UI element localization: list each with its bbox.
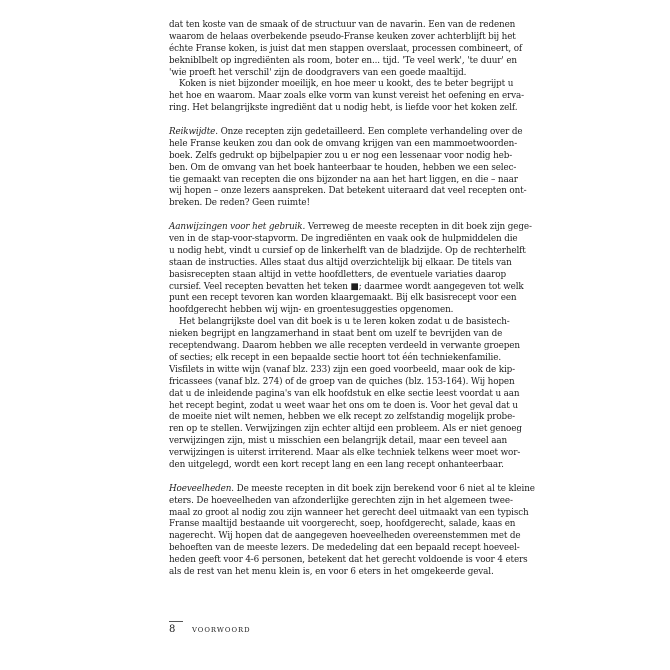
text-line [169, 507, 529, 520]
text-line [169, 281, 524, 294]
text-line [169, 186, 527, 198]
line-text: u nodig hebt, vindt u cursief op de linkerhelft van de bladzijde. Op de rechterhelft [169, 245, 526, 256]
text-line [169, 400, 518, 413]
text-line [169, 91, 525, 103]
text-line [169, 79, 514, 91]
line-text: échte Franse koken, is juist dat men stappen overslaat, processen combineert, of [169, 43, 523, 54]
line-text: verwijzingen is uiterst irriterend. Maar als elke techniek telkens weer moet wor- [169, 448, 521, 459]
line-text: eters. De hoeveelheden van afzonderlijke gerechten zijn in het algemeen twee- [169, 495, 513, 506]
line-text: nagerecht. Wij hopen dat de aangegeven hoeveelheden overeenstemmen met de [169, 531, 521, 542]
text-line [169, 436, 508, 448]
line-text: behoeften van de meeste lezers. De mededeling dat een bepaald recept hoeveel- [169, 543, 520, 554]
line-text: hele Franse keuken zou dan ook de omvang krijgen van een mammoetwoorden- [169, 138, 518, 149]
line-text: nieken begrijpt en langzamerhand in staat bent om uzelf te bevrijden van de [169, 329, 503, 340]
line-text: breken. De reden? Geen ruimte! [169, 198, 310, 209]
page-number: 8 [169, 624, 176, 635]
line-text: wij hopen – onze lezers aanspreken. Dat betekent uiteraard dat veel recepten ont- [169, 186, 527, 197]
text-line [169, 483, 535, 496]
line-text: het recept begint, zodat u weet waar het ons om te doen is. Voor het geval dat u [169, 400, 518, 411]
text-line [169, 566, 494, 579]
text-line [169, 293, 517, 305]
line-text: boek. Zelfs gedrukt op bijbelpapier zou u er nog een lessenaar voor nodig heb- [169, 150, 513, 161]
text-line [169, 174, 518, 187]
text-line [169, 412, 516, 424]
line-text: heden geeft voor 4-6 personen, betekent dat het gerecht voldoende is voor 4 eters [169, 555, 528, 566]
text-line [169, 305, 487, 317]
text-line [169, 138, 518, 151]
line-text: punt een recept tevoren kan worden klaargemaakt. Bij elk basisrecept voor een [169, 293, 517, 304]
line-text: basisrecepten staan altijd in vette hoofdletters, de eventuele variaties daarop [169, 269, 506, 280]
line-text: Verreweg de meeste recepten in dit boek zijn gege- [305, 222, 532, 233]
line-text: cursief. Veel recepten bevatten het teken ■; daarmee wordt aangegeven tot welk [169, 281, 524, 292]
text-line [169, 103, 518, 115]
text-line [169, 150, 513, 163]
line-text: ben. Om de omvang van het boek hanteerbaar te houden, hebben we een selec- [169, 162, 517, 173]
paragraph-gap [169, 210, 487, 222]
line-text: bekniblbelt op ingrediënten als room, boter en... tijd. 'Te veel werk', 'te duur' en [169, 55, 517, 66]
running-head: VOORWOORD [192, 626, 251, 634]
line-text: of secties; elk recept in een bepaalde sectie hoort tot één techniekenfamilie. [169, 352, 502, 363]
footer-rule [169, 621, 183, 622]
paragraph [169, 127, 527, 210]
line-text: Het belangrijkste doel van dit boek is u te leren koken zodat u de basistech- [179, 317, 510, 328]
line-text: tie gemaakt van recepten die ons bijzonder na aan het hart liggen, en die – naar [169, 174, 518, 185]
text-line [169, 531, 521, 543]
line-text: Visfilets in witte wijn (vanaf blz. 233) zijn een goed voorbeeld, maar ook de kip- [169, 364, 515, 375]
text-line [169, 329, 503, 341]
paragraph [169, 79, 525, 115]
text-line [169, 376, 515, 389]
text-line [169, 388, 520, 401]
paragraph [169, 483, 535, 579]
text-line [169, 257, 512, 270]
line-text: ring. Het belangrijkste ingrediënt dat u nodig hebt, is liefde voor het koken zelf. [169, 103, 518, 114]
line-text: den uitgelegd, wordt een kort recept lang en een lang recept onhanteerbaar. [169, 459, 504, 470]
line-text: hoofdgerecht hebben wij wijn- en groentesuggesties opgenomen. [169, 305, 454, 316]
section-heading: Aanwijzingen voor het gebruik. [169, 222, 306, 233]
line-text: staan de instructies. Alles staat dus altijd overzichtelijk bij elkaar. De titels van [169, 257, 512, 268]
text-line [169, 198, 487, 210]
text-line [169, 43, 523, 56]
text-line [169, 495, 513, 508]
line-text: receptendwang. Daarom hebben we alle recepten verdeeld in verwante groepen [169, 341, 520, 352]
text-line [169, 448, 521, 460]
line-text: ven in de stap-voor-stapvorm. De ingrediënten en vaak ook de hulpmiddelen die [169, 234, 518, 245]
line-text: het hoe en waarom. Maar zoals elke vorm van kunst vereist het oefening en erva- [169, 91, 525, 102]
text-line [169, 555, 528, 567]
text-line [169, 68, 487, 80]
text-line [169, 55, 517, 68]
line-text: ren op te stellen. Verwijzingen zijn echter altijd een probleem. Als er niet genoeg [169, 424, 522, 435]
line-text: 'wie proeft het verschil' zijn de doodgravers van een goede maaltijd. [169, 67, 467, 78]
line-text: fricassees (vanaf blz. 274) of de groep van de quiches (blz. 153-164). Wij hopen [169, 376, 515, 387]
text-line [169, 20, 516, 32]
line-text: De meeste recepten in dit boek zijn berekend voor 6 niet al te kleine [233, 483, 535, 494]
body-text [169, 20, 535, 579]
section-heading: Reikwijdte. [169, 127, 218, 138]
text-line [169, 364, 515, 377]
paragraph-gap [169, 115, 487, 127]
text-line [169, 317, 510, 329]
line-text: dat u de inleidende pagina's van elk hoofdstuk en elke sectie leest voordat u aan [169, 388, 520, 399]
paragraph [169, 317, 522, 472]
paragraph [169, 222, 532, 317]
text-line [169, 269, 506, 282]
line-text: Koken is niet bijzonder moeilijk, en hoe meer u kookt, des te beter begrijpt u [179, 79, 514, 90]
text-line [169, 234, 518, 246]
text-line [169, 162, 517, 175]
text-line [169, 519, 516, 531]
paragraph [169, 20, 523, 79]
text-line [169, 352, 502, 365]
line-text: verwijzingen zijn, mist u misschien een belangrijk detail, maar een teveel aan [169, 436, 508, 447]
text-line [169, 459, 504, 472]
text-line [169, 222, 532, 234]
line-text: de moeite niet wilt nemen, hebben we elk recept zo zelfstandig mogelijk probe- [169, 412, 516, 423]
text-line [169, 341, 520, 353]
line-text: waarom de helaas overbekende pseudo-Franse keuken zover achterblijft bij het [169, 31, 516, 42]
line-text: Franse maaltijd bestaande uit voorgerecht, soep, hoofdgerecht, salade, kaas en [169, 519, 516, 530]
text-line [169, 127, 523, 139]
paragraph-gap [169, 472, 487, 484]
line-text: Onze recepten zijn gedetailleerd. Een complete verhandeling over de [217, 127, 523, 138]
text-line [169, 245, 526, 258]
text-line [169, 424, 522, 436]
line-text: dat ten koste van de smaak of de structuur van de navarin. Een van de redenen [169, 20, 516, 30]
section-heading: Hoeveelheden. [169, 483, 234, 494]
text-line [169, 543, 520, 555]
line-text: als de rest van het menu klein is, en voor 6 eters in het omgekeerde geval. [169, 566, 494, 577]
text-line [169, 31, 516, 44]
line-text: maal zo groot al nodig zou zijn wanneer het gerecht deel uitmaakt van een typisch [169, 507, 529, 518]
